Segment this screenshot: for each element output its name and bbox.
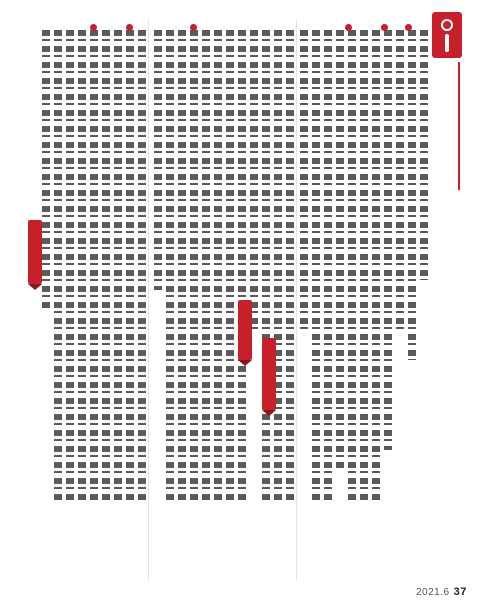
text-line — [178, 30, 186, 500]
text-line — [138, 30, 146, 500]
badge-bar-icon — [445, 34, 449, 52]
text-line — [250, 30, 258, 330]
section-heading-ribbon — [238, 300, 252, 360]
text-line — [262, 30, 270, 500]
text-line — [274, 30, 282, 500]
text-line — [78, 30, 86, 500]
text-line — [66, 30, 74, 500]
section-logo-badge — [432, 12, 462, 58]
running-title — [440, 62, 454, 192]
text-line — [336, 30, 344, 470]
text-line — [286, 30, 294, 500]
text-line — [226, 30, 234, 500]
text-line — [154, 30, 162, 290]
text-line — [372, 30, 380, 500]
text-line — [114, 30, 122, 500]
text-line — [202, 30, 210, 500]
text-line — [238, 30, 246, 500]
text-line — [54, 30, 62, 500]
running-title-rule — [458, 62, 460, 190]
column-gutter — [296, 20, 297, 580]
text-line — [300, 30, 308, 330]
issue-date: 2021.6 — [416, 587, 450, 598]
text-line — [396, 30, 404, 330]
badge-circle-icon — [441, 19, 453, 31]
page-number-value: 37 — [453, 586, 467, 598]
text-line — [408, 30, 416, 360]
text-line — [348, 30, 356, 500]
text-line — [324, 30, 332, 500]
column-gutter — [148, 20, 149, 580]
bullet-marker — [405, 24, 412, 31]
text-line — [42, 30, 50, 310]
text-line — [126, 30, 134, 500]
ribbon-tail — [28, 284, 42, 290]
text-line — [312, 30, 320, 500]
text-line — [102, 30, 110, 500]
bullet-marker — [345, 24, 352, 31]
page-number — [416, 586, 467, 598]
text-line — [190, 30, 198, 500]
section-heading-ribbon — [262, 338, 276, 410]
bullet-marker — [90, 24, 97, 31]
bullet-marker — [190, 24, 197, 31]
ribbon-tail — [262, 410, 276, 416]
text-line — [420, 30, 428, 280]
bullet-marker — [126, 24, 133, 31]
bullet-marker — [381, 24, 388, 31]
text-line — [90, 30, 98, 500]
text-line — [214, 30, 222, 500]
text-line — [360, 30, 368, 500]
text-line — [166, 30, 174, 500]
text-line — [384, 30, 392, 450]
section-heading-ribbon — [28, 220, 42, 284]
ribbon-tail — [238, 360, 252, 366]
